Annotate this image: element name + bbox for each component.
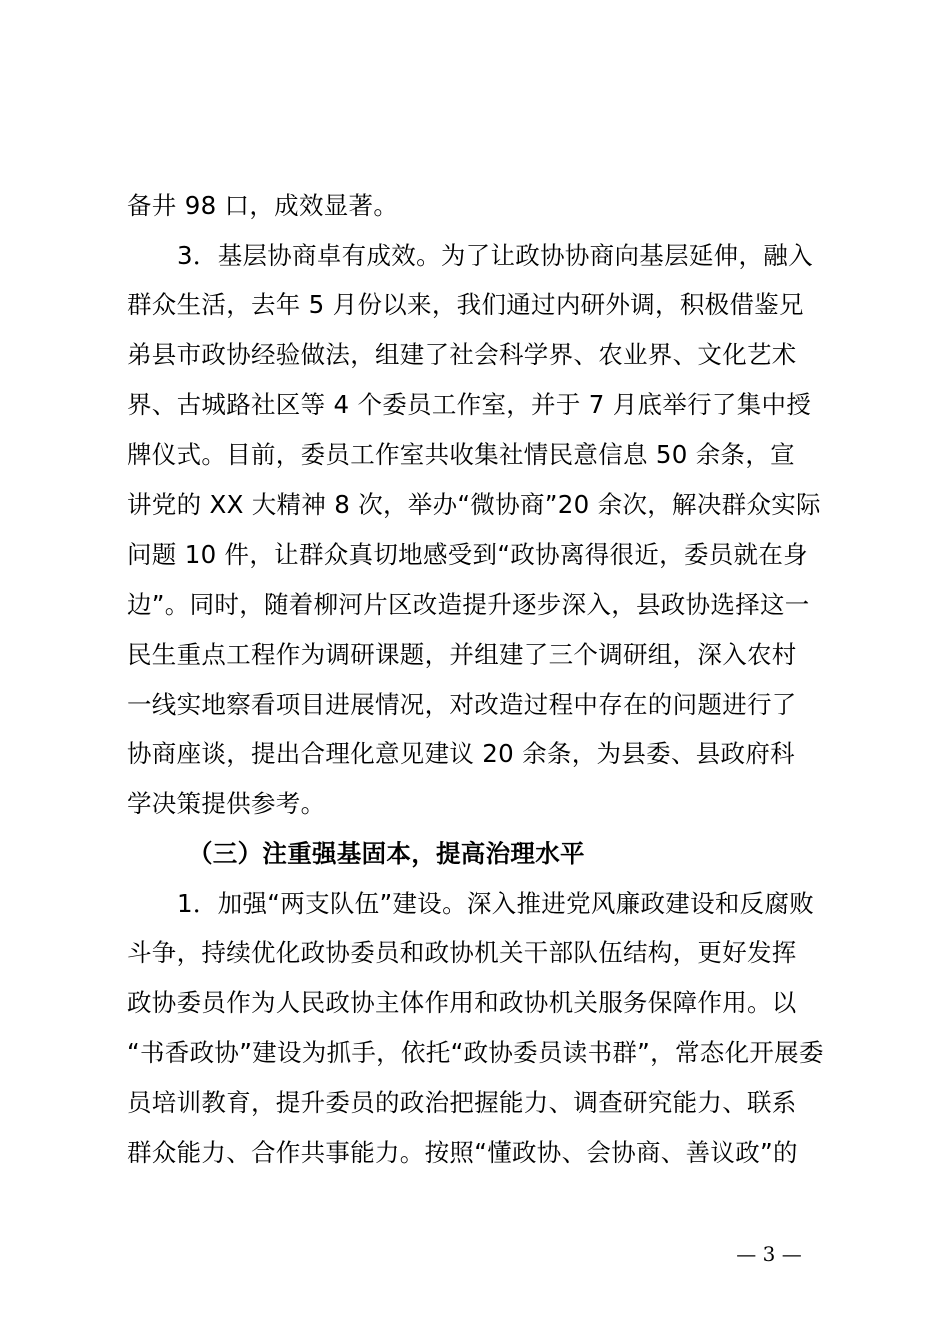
body-text-line: 一线实地察看项目进展情况，对改造过程中存在的问题进行了 <box>127 690 797 719</box>
body-text-line: 协商座谈，提出合理化意见建议 20 余条，为县委、县政府科 <box>127 739 795 768</box>
body-text-line: “书香政协”建设为抓手，依托“政协委员读书群”，常态化开展委 <box>127 1038 824 1067</box>
body-text-line: 民生重点工程作为调研课题，并组建了三个调研组，深入农村 <box>127 640 797 669</box>
paragraph-start-line: 1．加强“两支队伍”建设。深入推进党风廉政建设和反腐败 <box>177 889 815 918</box>
body-text-line: 斗争，持续优化政协委员和政协机关干部队伍结构，更好发挥 <box>127 938 797 967</box>
body-text-line: 边”。同时，随着柳河片区改造提升逐步深入，县政协选择这一 <box>127 590 810 619</box>
body-text-line: 讲党的 XX 大精神 8 次，举办“微协商”20 余次，解决群众实际 <box>127 490 821 519</box>
body-text-line: 弟县市政协经验做法，组建了社会科学界、农业界、文化艺术 <box>127 340 797 369</box>
body-text-line: 政协委员作为人民政协主体作用和政协机关服务保障作用。以 <box>127 988 797 1017</box>
paragraph-start-line: 3．基层协商卓有成效。为了让政协协商向基层延伸，融入 <box>177 241 813 270</box>
body-text-line: 界、古城路社区等 4 个委员工作室，并于 7 月底举行了集中授 <box>127 390 812 419</box>
section-heading: （三）注重强基固本，提高治理水平 <box>188 839 585 868</box>
body-text-line: 员培训教育，提升委员的政治把握能力、调查研究能力、联系 <box>127 1088 797 1117</box>
body-text-line: 备井 98 口，成效显著。 <box>127 191 399 220</box>
body-text-line: 群众能力、合作共事能力。按照“懂政协、会协商、善议政”的 <box>127 1138 798 1167</box>
body-text-line: 牌仪式。目前，委员工作室共收集社情民意信息 50 余条，宣 <box>127 440 795 469</box>
body-text-line: 问题 10 件，让群众真切地感受到“政协离得很近，委员就在身 <box>127 540 808 569</box>
body-text-line: 群众生活，去年 5 月份以来，我们通过内研外调，积极借鉴兄 <box>127 290 804 319</box>
page-number: — 3 — <box>736 1242 802 1266</box>
body-text-line: 学决策提供参考。 <box>127 789 326 818</box>
